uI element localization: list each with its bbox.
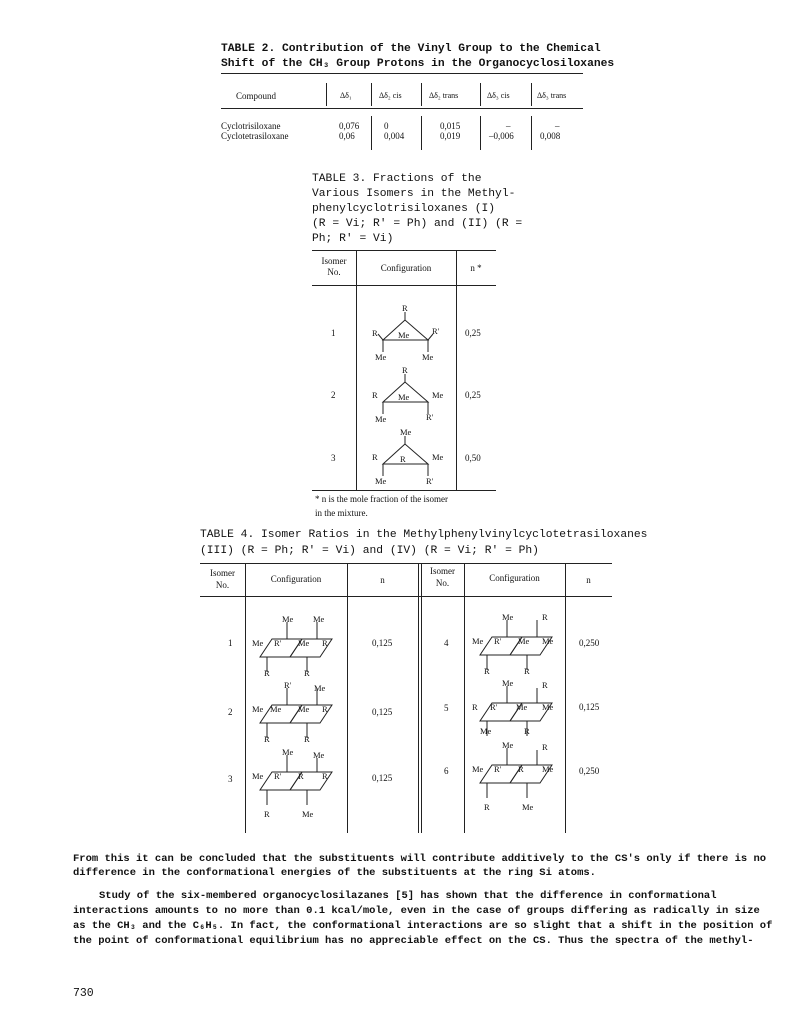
- table2-header-compound: Compound: [236, 91, 277, 101]
- t4-1-top-left: Me: [282, 614, 294, 624]
- table4-row6-n: 0,250: [579, 766, 600, 776]
- table2-divider: [421, 83, 422, 106]
- table4-header-isomer-right: Isomer: [430, 566, 455, 576]
- t4-1-bottom-right: R: [304, 668, 310, 678]
- table2-row1-d3cis: –: [506, 121, 511, 131]
- table2-row1-d2cis: 0: [384, 121, 389, 131]
- page-number: 730: [73, 987, 94, 1000]
- isomer1-bottom-right-label: Me: [422, 352, 434, 362]
- table4-row5-n: 0,125: [579, 702, 600, 712]
- isomer1-top-label: R: [402, 303, 408, 313]
- isomer4ring-6-diagram: [472, 740, 554, 812]
- table3-caption-line4: (R = Vi; R' = Ph) and (II) (R =: [312, 218, 523, 230]
- t4-6-top-right: R: [542, 742, 548, 752]
- t4-2-left: Me: [252, 704, 264, 714]
- isomer4ring-5-diagram: [472, 678, 554, 736]
- table3-row2-no: 2: [331, 390, 336, 400]
- table2-divider: [421, 116, 422, 150]
- table2-header-d2trans: Δδ₂ trans: [429, 91, 459, 100]
- table2-row1-d1: 0,076: [339, 121, 360, 131]
- isomer4ring-4-diagram: [472, 612, 554, 676]
- t4-4-mid-right: Me: [518, 636, 530, 646]
- t4-4-mid-left: R': [494, 636, 502, 646]
- t4-4-top-left: Me: [502, 612, 514, 622]
- table2-row2-d2cis: 0,004: [384, 131, 405, 141]
- table3-row1-no: 1: [331, 328, 336, 338]
- t4-5-bottom-right: R: [524, 726, 530, 736]
- isomer3-left-label: R: [372, 452, 378, 462]
- t4-4-top-right: R: [542, 612, 548, 622]
- isomer3-bottom-left-label: Me: [375, 476, 387, 486]
- table2-caption-line2: Shift of the CH₃ Group Protons in the Organocyclosiloxanes: [221, 58, 615, 70]
- table2-row1-d3trans: –: [555, 121, 560, 131]
- table2-row2-d3cis: –0,006: [489, 131, 514, 141]
- t4-6-mid-left: R': [494, 764, 502, 774]
- table4-rule-header: [200, 596, 612, 597]
- table2-header-d2cis: Δδ₂ cis: [379, 91, 402, 100]
- table2-divider: [371, 116, 372, 150]
- paragraph1-line2: difference in the conformational energies of the substituents at the ring Si atoms.: [73, 867, 596, 879]
- paragraph2-line3: as the CH₃ and the C₆H₅. In fact, the conformational interactions are so slight that a shift in the position of: [73, 920, 773, 932]
- table2-divider: [480, 83, 481, 106]
- table2-header-d1: Δδ₁: [340, 91, 352, 100]
- table4-header-no-left: No.: [215, 580, 230, 590]
- table3-header-n: n *: [470, 263, 482, 273]
- t4-3-bottom-left: R: [264, 809, 270, 819]
- t4-1-bottom-left: R: [264, 668, 270, 678]
- table3-footnote-line2: in the mixture.: [315, 508, 368, 518]
- table4-header-n-left: n: [380, 575, 385, 585]
- table4-divider: [347, 563, 348, 833]
- t4-6-mid-right: R: [518, 764, 524, 774]
- t4-2-top-left: R': [284, 680, 292, 690]
- t4-3-top-left: Me: [282, 747, 294, 757]
- table4-divider-double: [421, 563, 422, 833]
- t4-5-bottom-left: Me: [480, 726, 492, 736]
- table3-row1-n: 0,25: [465, 328, 481, 338]
- table3-rule-top: [312, 250, 496, 251]
- table2-header-d3trans: Δδ₃ trans: [537, 91, 567, 100]
- t4-2-bottom-right: R: [304, 734, 310, 744]
- table4-divider: [245, 563, 246, 833]
- t4-5-mid-left: R': [490, 702, 498, 712]
- t4-1-left: Me: [252, 638, 264, 648]
- isomer1-ring-diagram: [372, 303, 440, 362]
- table3-footnote-line1: * n is the mole fraction of the isomer: [315, 494, 448, 504]
- isomer1-bottom-left-label: Me: [375, 352, 387, 362]
- table2-caption-line1: TABLE 2. Contribution of the Vinyl Group to the Chemical: [221, 43, 601, 55]
- t4-1-top-right: Me: [313, 614, 325, 624]
- t4-4-bottom-right: R: [524, 666, 530, 676]
- table4-right-configuration-diagrams: [472, 610, 564, 826]
- table2-row1-compound: Cyclotrisiloxane: [221, 121, 281, 131]
- table4-header-config-right: Configuration: [489, 573, 540, 583]
- table3-header-no: No.: [327, 267, 341, 277]
- table4-divider: [418, 563, 419, 833]
- t4-1-right: R: [322, 638, 328, 648]
- table2-rule-mid: [221, 108, 583, 109]
- isomer2-top-label: R: [402, 365, 408, 375]
- isomer2-ring-diagram: [372, 365, 444, 424]
- table4-row3-no: 3: [228, 774, 233, 784]
- isomer2-bottom-right-label: R': [426, 412, 434, 422]
- t4-5-left: R: [472, 702, 478, 712]
- table3-divider: [356, 250, 357, 490]
- isomer1-right-label: R': [432, 326, 440, 336]
- t4-3-mid-left: R': [274, 771, 282, 781]
- paragraph2-line4: the point of conformational equilibrium has no appreciable effect on the CS. Thus the spectra of the methyl-: [73, 935, 754, 947]
- t4-2-top-right: Me: [314, 683, 326, 693]
- table3-header-config: Configuration: [380, 263, 432, 273]
- paragraph2-line2: interactions amounts to no more than 0.1 kcal/mole, even in the case of groups differing as radically in size: [73, 905, 760, 917]
- isomer2-center-label: Me: [398, 392, 410, 402]
- t4-3-mid-right: R: [298, 771, 304, 781]
- table3-rule-bottom: [312, 490, 496, 491]
- t4-2-mid-left: Me: [270, 704, 282, 714]
- table3-row3-n: 0,50: [465, 453, 481, 463]
- t4-2-mid-right: Me: [298, 704, 310, 714]
- table4-row1-no: 1: [228, 638, 233, 648]
- t4-6-top-left: Me: [502, 740, 514, 750]
- table4-caption-line1: TABLE 4. Isomer Ratios in the Methylphenylvinylcyclotetrasiloxanes: [200, 529, 648, 541]
- t4-3-top-right: Me: [313, 750, 325, 760]
- isomer3-bottom-right-label: R': [426, 476, 434, 486]
- t4-3-right: R: [322, 771, 328, 781]
- t4-6-bottom-left: R: [484, 802, 490, 812]
- table2-row2-d3trans: 0,008: [540, 131, 561, 141]
- table4-header-no-right: No.: [435, 578, 450, 588]
- isomer2-right-label: Me: [432, 390, 444, 400]
- table3-caption-line1: TABLE 3. Fractions of the: [312, 173, 482, 185]
- t4-3-bottom-right: Me: [302, 809, 314, 819]
- table4-row3-n: 0,125: [372, 773, 393, 783]
- table3-divider: [456, 250, 457, 490]
- t4-6-left: Me: [472, 764, 484, 774]
- table4-left-configuration-diagrams: [252, 612, 347, 824]
- table4-row1-n: 0,125: [372, 638, 393, 648]
- t4-2-right: R: [322, 704, 328, 714]
- table3-configuration-diagrams: [360, 290, 456, 486]
- table3-row3-no: 3: [331, 453, 336, 463]
- t4-2-bottom-left: R: [264, 734, 270, 744]
- table2-divider: [531, 83, 532, 106]
- isomer1-center-label: Me: [398, 330, 410, 340]
- table3-header-isomer: Isomer: [321, 256, 347, 266]
- table4-header-isomer-left: Isomer: [210, 568, 235, 578]
- table4-header-n-right: n: [586, 575, 591, 585]
- table2-divider: [326, 83, 327, 106]
- t4-4-left: Me: [472, 636, 484, 646]
- table4-rule-top: [200, 563, 612, 564]
- table4-row6-no: 6: [444, 766, 449, 776]
- t4-5-top-left: Me: [502, 678, 514, 688]
- table3-rule-header: [312, 285, 496, 286]
- isomer1-left-label: R: [372, 328, 378, 338]
- t4-6-bottom-right: Me: [522, 802, 534, 812]
- table2-row2-d2trans: 0,019: [440, 131, 461, 141]
- isomer3-top-label: Me: [400, 427, 412, 437]
- table3-caption-line5: Ph; R' = Vi): [312, 233, 394, 245]
- table4-caption-line2: (III) (R = Ph; R' = Vi) and (IV) (R = Vi; R' = Ph): [200, 545, 539, 557]
- table3-row2-n: 0,25: [465, 390, 481, 400]
- t4-5-right: Me: [542, 702, 554, 712]
- isomer2-left-label: R: [372, 390, 378, 400]
- isomer2-bottom-left-label: Me: [375, 414, 387, 424]
- isomer3-ring-diagram: [372, 427, 444, 486]
- table2-row2-compound: Cyclotetrasiloxane: [221, 131, 289, 141]
- table2-row1-d2trans: 0,015: [440, 121, 461, 131]
- isomer4ring-2-diagram: [252, 680, 332, 744]
- table4-row2-no: 2: [228, 707, 233, 717]
- t4-4-bottom-left: R: [484, 666, 490, 676]
- table4-row4-n: 0,250: [579, 638, 600, 648]
- table2-header-d3cis: Δδ₃ cis: [487, 91, 510, 100]
- isomer3-right-label: Me: [432, 452, 444, 462]
- table3-caption-line2: Various Isomers in the Methyl-: [312, 188, 516, 200]
- table4-row4-no: 4: [444, 638, 449, 648]
- table4-divider: [565, 563, 566, 833]
- t4-6-right: Me: [542, 764, 554, 774]
- table2-rule-top: [221, 73, 583, 74]
- table4-row5-no: 5: [444, 703, 449, 713]
- table4-row2-n: 0,125: [372, 707, 393, 717]
- isomer3-center-label: R: [400, 454, 406, 464]
- t4-1-mid-left: R': [274, 638, 282, 648]
- isomer4ring-1-diagram: [252, 614, 332, 678]
- t4-3-left: Me: [252, 771, 264, 781]
- table3-caption-line3: phenylcyclotrisiloxanes (I): [312, 203, 496, 215]
- table2-divider: [531, 116, 532, 150]
- isomer4ring-3-diagram: [252, 747, 332, 819]
- table4-header-config-left: Configuration: [270, 574, 322, 584]
- table4-divider: [464, 563, 465, 833]
- paragraph2-line1: Study of the six-membered organocyclosilazanes [5] has shown that the difference in conformational: [99, 890, 717, 902]
- t4-1-mid-right: Me: [298, 638, 310, 648]
- table2-divider: [371, 83, 372, 106]
- table2-divider: [480, 116, 481, 150]
- t4-4-right: Me: [542, 636, 554, 646]
- t4-5-mid-right: Me: [516, 702, 528, 712]
- table2-row2-d1: 0,06: [339, 131, 355, 141]
- t4-5-top-right: R: [542, 680, 548, 690]
- paragraph1-line1: From this it can be concluded that the substituents will contribute additively to the CS's only if there is no: [73, 853, 767, 865]
